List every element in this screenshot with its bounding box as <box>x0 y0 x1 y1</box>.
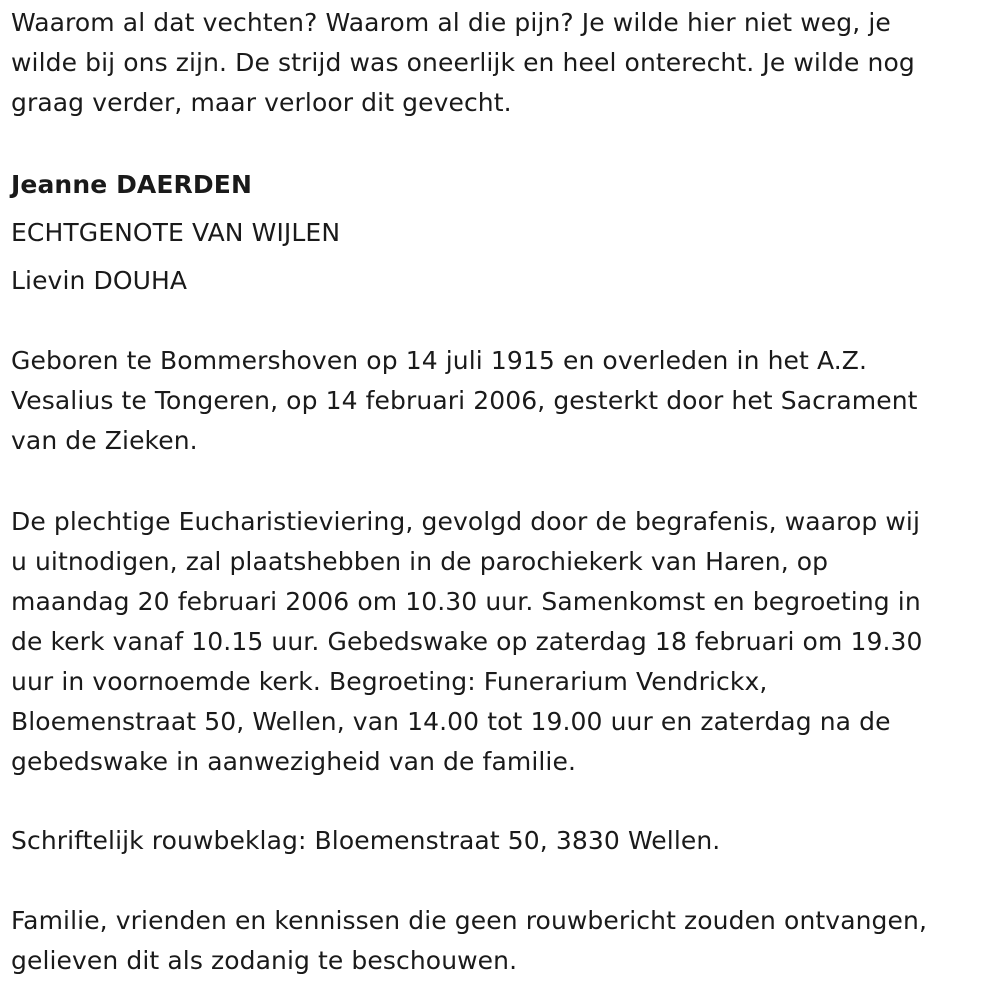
closing-line: gelieven dit als zodanig te beschouwen. <box>11 946 518 975</box>
birth-death-paragraph <box>11 341 986 461</box>
intro-line: wilde bij ons zijn. De strijd was oneerlijk en heel onterecht. Je wilde nog <box>11 48 915 77</box>
service-paragraph <box>11 502 986 782</box>
service-line: u uitnodigen, zal plaatshebben in de parochiekerk van Haren, op <box>11 547 829 576</box>
closing-line: Familie, vrienden en kennissen die geen rouwbericht zouden ontvangen, <box>11 906 927 935</box>
service-line: gebedswake in aanwezigheid van de familie. <box>11 747 576 776</box>
birth-death-line: Geboren te Bommershoven op 14 juli 1915 en overleden in het A.Z. <box>11 346 868 375</box>
service-line: maandag 20 februari 2006 om 10.30 uur. Samenkomst en begroeting in <box>11 587 921 616</box>
closing-paragraph <box>11 901 986 981</box>
service-line: de kerk vanaf 10.15 uur. Gebedswake op zaterdag 18 februari om 19.30 <box>11 627 923 656</box>
deceased-name: Jeanne DAERDEN <box>11 170 252 199</box>
intro-poem <box>11 3 986 123</box>
service-line: Bloemenstraat 50, Wellen, van 14.00 tot 19.00 uur en zaterdag na de <box>11 707 891 736</box>
condolence-line: Schriftelijk rouwbeklag: Bloemenstraat 50, 3830 Wellen. <box>11 826 721 855</box>
birth-death-line: Vesalius te Tongeren, op 14 februari 2006, gesterkt door het Sacrament <box>11 386 918 415</box>
intro-line: graag verder, maar verloor dit gevecht. <box>11 88 512 117</box>
service-line: De plechtige Eucharistieviering, gevolgd door de begrafenis, waarop wij <box>11 507 921 536</box>
birth-death-line: van de Zieken. <box>11 426 198 455</box>
service-line: uur in voornoemde kerk. Begroeting: Funerarium Vendrickx, <box>11 667 768 696</box>
spouse-name: Lievin DOUHA <box>11 266 188 295</box>
relation-label: ECHTGENOTE VAN WIJLEN <box>11 218 341 247</box>
condolence-paragraph <box>11 821 986 861</box>
intro-line: Waarom al dat vechten? Waarom al die pijn? Je wilde hier niet weg, je <box>11 8 891 37</box>
